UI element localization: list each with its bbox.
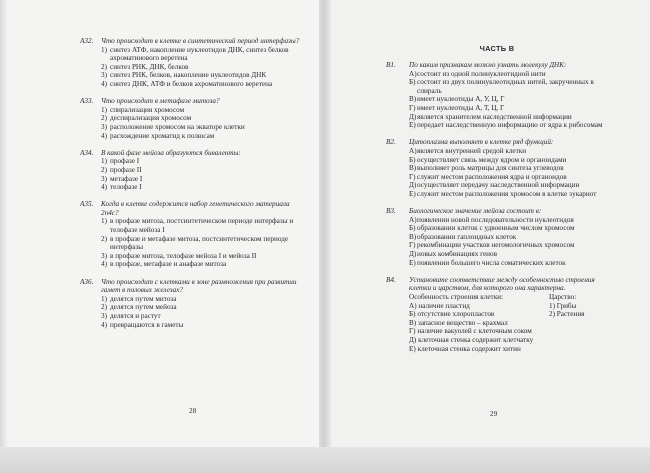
question-block — [386, 61, 608, 130]
option-text: образовании клеток с удвоенным числом хромосом — [417, 224, 575, 233]
feature-item: Г) наличие вакуолей с клеточным соком — [409, 327, 532, 336]
question-header — [80, 278, 308, 295]
option-text: состоит из одной полинуклеотидной нити — [417, 69, 546, 78]
answer-option — [409, 190, 608, 199]
option-text: новых комбинациях генов — [417, 250, 497, 259]
matching-row — [409, 327, 608, 336]
option-text: состоит из двух полинуклеотидных нитей, закрученных в спираль — [417, 78, 594, 95]
question-block — [386, 207, 608, 267]
option-label: 4) — [101, 183, 107, 192]
option-text: телофазе I — [110, 183, 142, 192]
answer-option — [101, 157, 308, 166]
question-text: Установите соответствие между особенностью строения клетки и царством, для которого она характерна. — [409, 275, 595, 293]
option-text: синтез РНК, ДНК, белков — [110, 62, 189, 71]
option-label: В) — [409, 164, 417, 173]
option-label: А) — [409, 69, 417, 78]
answer-option — [409, 95, 608, 104]
answer-option — [101, 106, 308, 115]
answer-option — [409, 173, 608, 182]
option-label: 2) — [101, 62, 107, 71]
feature-item: Д) клеточная стенка содержит клетчатку — [409, 336, 534, 344]
feature-item: Е) клеточная стенка содержит хитин — [409, 344, 521, 353]
option-text: образовании гаплоидных клеток — [417, 232, 517, 241]
option-label: 3) — [101, 71, 107, 80]
book-gutter — [319, 0, 331, 473]
answer-option — [101, 123, 308, 132]
matching-row — [409, 345, 608, 354]
answer-option — [409, 70, 608, 79]
answer-option — [409, 241, 608, 250]
option-text: передает наследственную информацию от ядра к рибосомам — [417, 121, 603, 130]
option-text: деспирализация хромосом — [110, 114, 192, 123]
question-text: Цитоплазма выполняет в клетке ряд функций: — [409, 138, 554, 147]
kingdom-item: 1) Грибы — [549, 301, 577, 310]
option-label: Г) — [409, 172, 416, 181]
option-label: В) — [409, 232, 417, 241]
option-label: 2) — [101, 114, 107, 123]
option-label: Г) — [409, 241, 416, 250]
option-label: 1) — [101, 157, 107, 166]
matching-row — [409, 310, 608, 319]
answer-option — [101, 312, 308, 321]
option-label: В) — [409, 95, 417, 104]
option-label: 3) — [101, 174, 107, 183]
question-number: А33. — [80, 97, 94, 106]
option-label: 1) — [101, 105, 107, 114]
option-label: Г) — [409, 103, 416, 112]
column-header: Особенность строения клетки: — [409, 293, 504, 302]
question-header — [386, 207, 608, 216]
answer-option — [101, 71, 308, 80]
option-label: 3) — [101, 312, 107, 320]
question-text: В какой фазе мейоза образуются биваленты: — [101, 148, 241, 157]
option-text: синтез РНК, белков, накопление нуклеотидов ДНК — [110, 71, 267, 80]
answer-options — [80, 46, 308, 89]
question-text: Что происходит в метафазе митоза? — [101, 97, 220, 106]
question-header — [386, 276, 608, 293]
option-text: появлении новой последовательности нуклеотидов — [417, 215, 574, 224]
option-text: выполняет роль матрицы для синтеза углеводов — [417, 164, 564, 173]
question-number: А32. — [80, 37, 94, 45]
question-header — [386, 61, 608, 70]
feature-item: А) наличие пластид — [409, 301, 470, 310]
kingdom-item: 2) Растения — [549, 310, 585, 319]
answer-option — [101, 175, 308, 184]
question-text: Что происходит с клетками в зоне размножения при развитии гамет в половых железах? — [101, 277, 297, 295]
option-text: превращаются в гаметы — [110, 320, 184, 329]
option-label: Д) — [409, 112, 417, 121]
question-header — [80, 37, 308, 46]
option-text: осуществляет связь между ядром и органоидами — [417, 155, 567, 164]
option-text: расхождение хроматид к полюсам — [110, 131, 215, 140]
option-label: 3) — [101, 251, 107, 260]
option-label: 4) — [101, 320, 107, 329]
option-text: делятся путем мейоза — [110, 303, 177, 312]
question-header — [80, 200, 308, 217]
option-label: 1) — [101, 45, 107, 54]
option-text: в профазе, метафазе и анафазе митоза — [110, 260, 227, 269]
question-number: В3. — [386, 207, 396, 216]
question-text: По каким признакам можно узнать молекулу ДНК: — [409, 61, 567, 69]
option-text: в профазе митоза, постсинтетическом периоде интерфазы и телофазе мейоза I — [110, 217, 294, 235]
question-header — [386, 138, 608, 147]
option-label: Б) — [409, 78, 416, 87]
question-number: А35. — [80, 200, 94, 209]
answer-option — [409, 181, 608, 190]
question-text: Когда в клетке содержится набор генетического материала 2n4c? — [101, 200, 290, 217]
answer-option — [409, 104, 608, 113]
answer-option — [409, 121, 608, 130]
answer-option — [101, 235, 308, 252]
option-text: служит местом расположения хромосом в клетке эукариот — [417, 189, 597, 198]
option-text: синтез ДНК, АТФ и белков ахроматинового веретена — [110, 79, 273, 88]
question-block — [80, 278, 308, 330]
left-page-questions — [80, 37, 308, 338]
option-text: является хранителем наследственной информации — [417, 112, 572, 121]
option-text: делятся и растут — [110, 312, 161, 320]
option-label: Д) — [409, 181, 417, 190]
option-label: А) — [409, 215, 417, 224]
matching-row — [409, 319, 608, 328]
question-block — [80, 37, 308, 89]
answer-option — [101, 260, 308, 269]
page-edge — [0, 0, 8, 473]
option-label: Е) — [409, 189, 416, 198]
answer-option — [409, 250, 608, 259]
answer-option — [101, 132, 308, 141]
question-header — [80, 97, 308, 106]
scan-bottom-margin — [0, 447, 650, 473]
option-text: профазе I — [110, 157, 140, 166]
option-label: Е) — [409, 258, 416, 267]
right-page-questions — [386, 61, 608, 362]
option-text: рекомбинации участков негомологичных хромосом — [417, 241, 575, 250]
option-label: 1) — [101, 217, 107, 226]
page-number: 29 — [490, 410, 498, 418]
option-text: появлении большего числа соматических клеток — [417, 258, 566, 267]
answer-option — [409, 224, 608, 233]
kingdom-item — [549, 345, 608, 354]
question-number: В1. — [386, 61, 396, 69]
option-text: расположение хромосом на экваторе клетки — [110, 122, 245, 131]
answer-option — [101, 114, 308, 123]
option-label: Д) — [409, 250, 417, 259]
answer-option — [101, 63, 308, 72]
question-block — [80, 97, 308, 140]
option-text: профазе II — [110, 165, 142, 174]
option-label: 4) — [101, 260, 107, 269]
kingdom-item — [549, 319, 608, 328]
answer-options — [80, 157, 308, 191]
column-header: Царство: — [549, 293, 577, 302]
option-text: в профазе и метафазе митоза, постсинтетическом периоде интерфазы — [110, 234, 289, 252]
question-number: А34. — [80, 148, 94, 157]
question-text: Биологическое значение мейоза состоит в: — [409, 207, 542, 216]
answer-option — [101, 80, 308, 89]
answer-option — [409, 113, 608, 122]
matching-row — [409, 336, 608, 345]
matching-question — [386, 276, 608, 353]
question-block — [80, 200, 308, 269]
option-text: имеет нуклеотиды А, Т, Ц, Г — [417, 103, 505, 112]
question-number: В2. — [386, 138, 396, 147]
answer-options — [80, 217, 308, 269]
answer-option — [409, 147, 608, 156]
option-text: метафазе I — [110, 174, 143, 183]
answer-options — [386, 147, 608, 199]
matching-header — [409, 293, 608, 302]
question-text: Что происходит в клетке в синтетический период интерфазы? — [101, 37, 300, 45]
answer-option — [101, 321, 308, 330]
option-label: 2) — [101, 303, 107, 312]
option-text: осуществляет передачу наследственной информации — [417, 181, 580, 190]
question-block — [80, 149, 308, 192]
option-label: А) — [409, 146, 417, 155]
option-label: Б) — [409, 155, 416, 164]
option-text: спирализация хромосом — [110, 105, 185, 114]
feature-item: В) запасное вещество – крахмал — [409, 318, 508, 327]
answer-option — [409, 216, 608, 225]
answer-option — [409, 156, 608, 165]
answer-option — [409, 233, 608, 242]
answer-option — [101, 46, 308, 63]
answer-option — [101, 295, 308, 304]
answer-options — [80, 106, 308, 140]
section-title: ЧАСТЬ В — [479, 44, 515, 53]
option-text: имеет нуклеотиды А, У, Ц, Г — [417, 95, 505, 104]
option-label: 2) — [101, 165, 107, 174]
option-label: Б) — [409, 224, 416, 233]
page-number: 28 — [189, 407, 197, 415]
question-number: В4. — [386, 275, 396, 284]
matching-row — [409, 302, 608, 311]
kingdom-item — [549, 327, 608, 336]
option-label: 4) — [101, 131, 107, 140]
question-block — [386, 138, 608, 198]
answer-option — [101, 217, 308, 234]
option-text: служит местом расположения ядра и органоидов — [417, 172, 567, 181]
answer-option — [101, 183, 308, 192]
question-number: А36. — [80, 277, 94, 286]
answer-option — [101, 166, 308, 175]
answer-options — [386, 216, 608, 268]
option-label: 3) — [101, 122, 107, 131]
answer-option — [101, 252, 308, 261]
option-label: 1) — [101, 294, 107, 303]
option-text: делятся путем митоза — [110, 294, 177, 303]
answer-option — [409, 259, 608, 268]
option-label: Е) — [409, 121, 416, 130]
answer-option — [101, 303, 308, 312]
matching-table — [386, 293, 608, 353]
feature-item: Б) отсутствие хлоропластов — [409, 310, 495, 319]
kingdom-item — [549, 336, 608, 345]
answer-option — [409, 78, 608, 95]
option-label: 4) — [101, 79, 107, 88]
answer-options — [80, 295, 308, 329]
option-text: является внутренней средой клетки — [417, 146, 527, 155]
answer-option — [409, 164, 608, 173]
option-label: 2) — [101, 234, 107, 243]
option-text: синтез АТФ, накопление нуклеотидов ДНК, синтез белков ахроматинового веретена — [110, 45, 289, 63]
question-header — [80, 149, 308, 158]
answer-options — [386, 70, 608, 130]
option-text: в профазе митоза, телофазе мейоза I и мейоза II — [110, 251, 257, 260]
